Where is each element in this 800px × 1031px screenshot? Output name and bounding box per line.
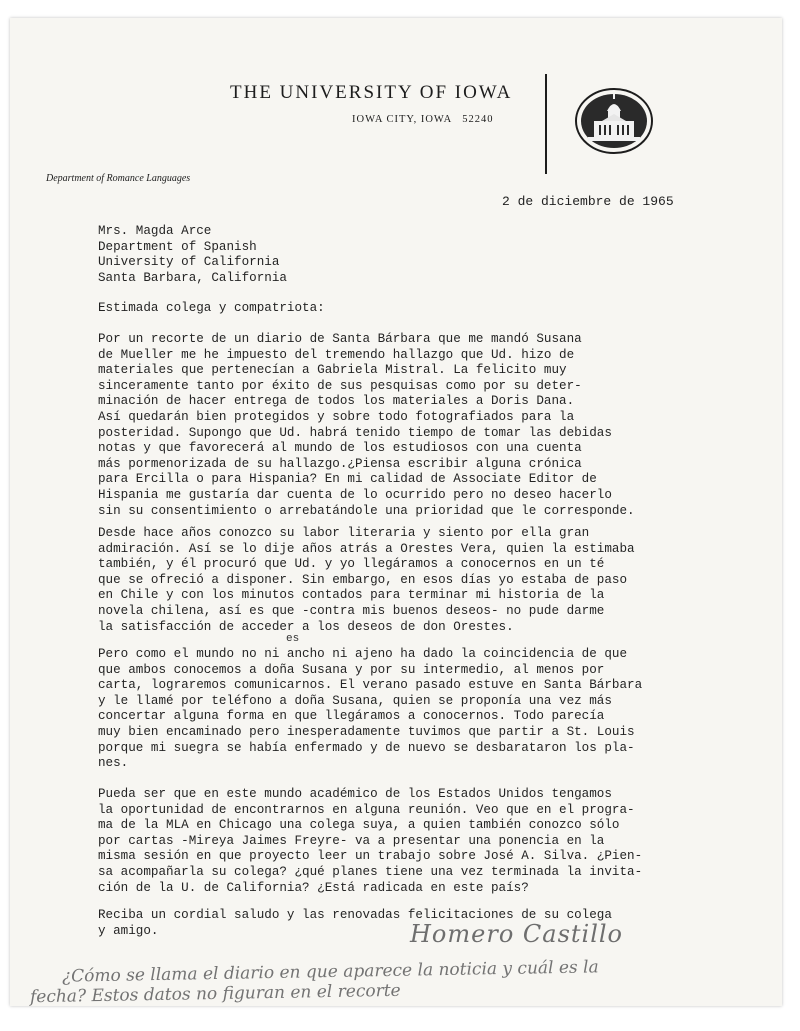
recipient-department: Department of Spanish: [98, 239, 257, 254]
interlinear-correction: es: [286, 633, 300, 645]
salutation: Estimada colega y compatriota:: [98, 301, 325, 315]
letter-date: 2 de diciembre de 1965: [502, 194, 674, 209]
handwritten-note-line-2: fecha? Estos datos no figuran en el recorte: [29, 980, 401, 1008]
letterhead-divider: [545, 74, 547, 174]
signature: Homero Castillo: [410, 920, 623, 948]
handwritten-note-line-1: ¿Cómo se llama el diario en que aparece la noticia y cuál es la: [61, 957, 599, 987]
paragraph-1: Por un recorte de un diario de Santa Bárbara que me mandó Susana de Mueller me he impuesto del tremendo hallazgo que Ud. hizo de materiales que pertenecían a Gabriela Mistral. La felicito muy sinceramente tanto por éxito de sus pesquisas como por su deter- minación de hacer entrega de todos los materiales a Doris Dana. Así quedarán bien protegidos y sobre todo fotografiados para la posteridad. Supongo que Ud. habrá tenido tiempo de tomar las debidas notas y que favorecerá al mundo de los estudiosos con una cuenta más pormenorizada de su hallazgo.¿Piensa escribir alguna crónica para Ercilla o para Hispania? En mi calidad de Associate Editor de Hispania me gustaría dar cuenta de lo ocurrido pero no deseo hacerlo sin su consentimiento o arrebatándole una prioridad que le corresponde.: [98, 332, 635, 518]
recipient-address: [98, 224, 748, 286]
closing: Reciba un cordial saludo y las renovadas felicitaciones de su colega y amigo.: [98, 908, 612, 938]
paragraph-2: Desde hace años conozco su labor literaria y siento por ella gran admiración. Así se lo dije años atrás a Orestes Vera, quien la estimaba también, y él procuró que Ud. y yo llegáramos a conocernos en un té que se ofreció a disponer. Sin embargo, en esos días yo estaba de paso en Chile y con los minutos contados para terminar mi historia de la novela chilena, así es que -contra mis buenos deseos- no pude darme la satisfacción de acceder a los deseos de don Orestes.: [98, 526, 635, 634]
university-city: IOWA CITY, IOWA: [352, 114, 453, 125]
department-name: Department of Romance Languages: [46, 173, 191, 184]
university-address: [352, 114, 494, 125]
university-zip: 52240: [462, 114, 494, 125]
old-capitol-seal-icon: [574, 87, 654, 155]
recipient-city: Santa Barbara, California: [98, 270, 287, 285]
letterhead: [230, 82, 530, 125]
recipient-name: Mrs. Magda Arce: [98, 224, 212, 238]
recipient-university: University of California: [98, 255, 280, 270]
university-name: THE UNIVERSITY OF IOWA: [230, 82, 513, 103]
paragraph-4: Pueda ser que en este mundo académico de los Estados Unidos tengamos la oportunidad de encontrarnos en alguna reunión. Veo que en el progra- ma de la MLA en Chicago una colega suya, a quien también conozco sólo por cartas -Mireya Jaimes Freyre- va a presentar una ponencia en la misma sesión en que proyecto leer un trabajo sobre José A. Silva. ¿Pien- sa acompañarla su colega? ¿qué planes tiene una vez terminada la invita- ción de la U. de California? ¿Está radicada en este país?: [98, 787, 643, 895]
paragraph-3: Pero como el mundo no ni ancho ni ajeno ha dado la coincidencia de que que ambos conocemos a doña Susana y por su intermedio, al menos por carta, lograremos comunicarnos. El verano pasado estuve en Santa Bárbara y le llamé por teléfono a doña Susana, quien se proponía una vez más concertar alguna forma en que llegáramos a conocernos. Todo parecía muy bien encaminado pero inesperadamente tuvimos que partir a St. Louis porque mi suegra se había enfermado y de nuevo se desbarataron los pla- nes.: [98, 647, 643, 771]
